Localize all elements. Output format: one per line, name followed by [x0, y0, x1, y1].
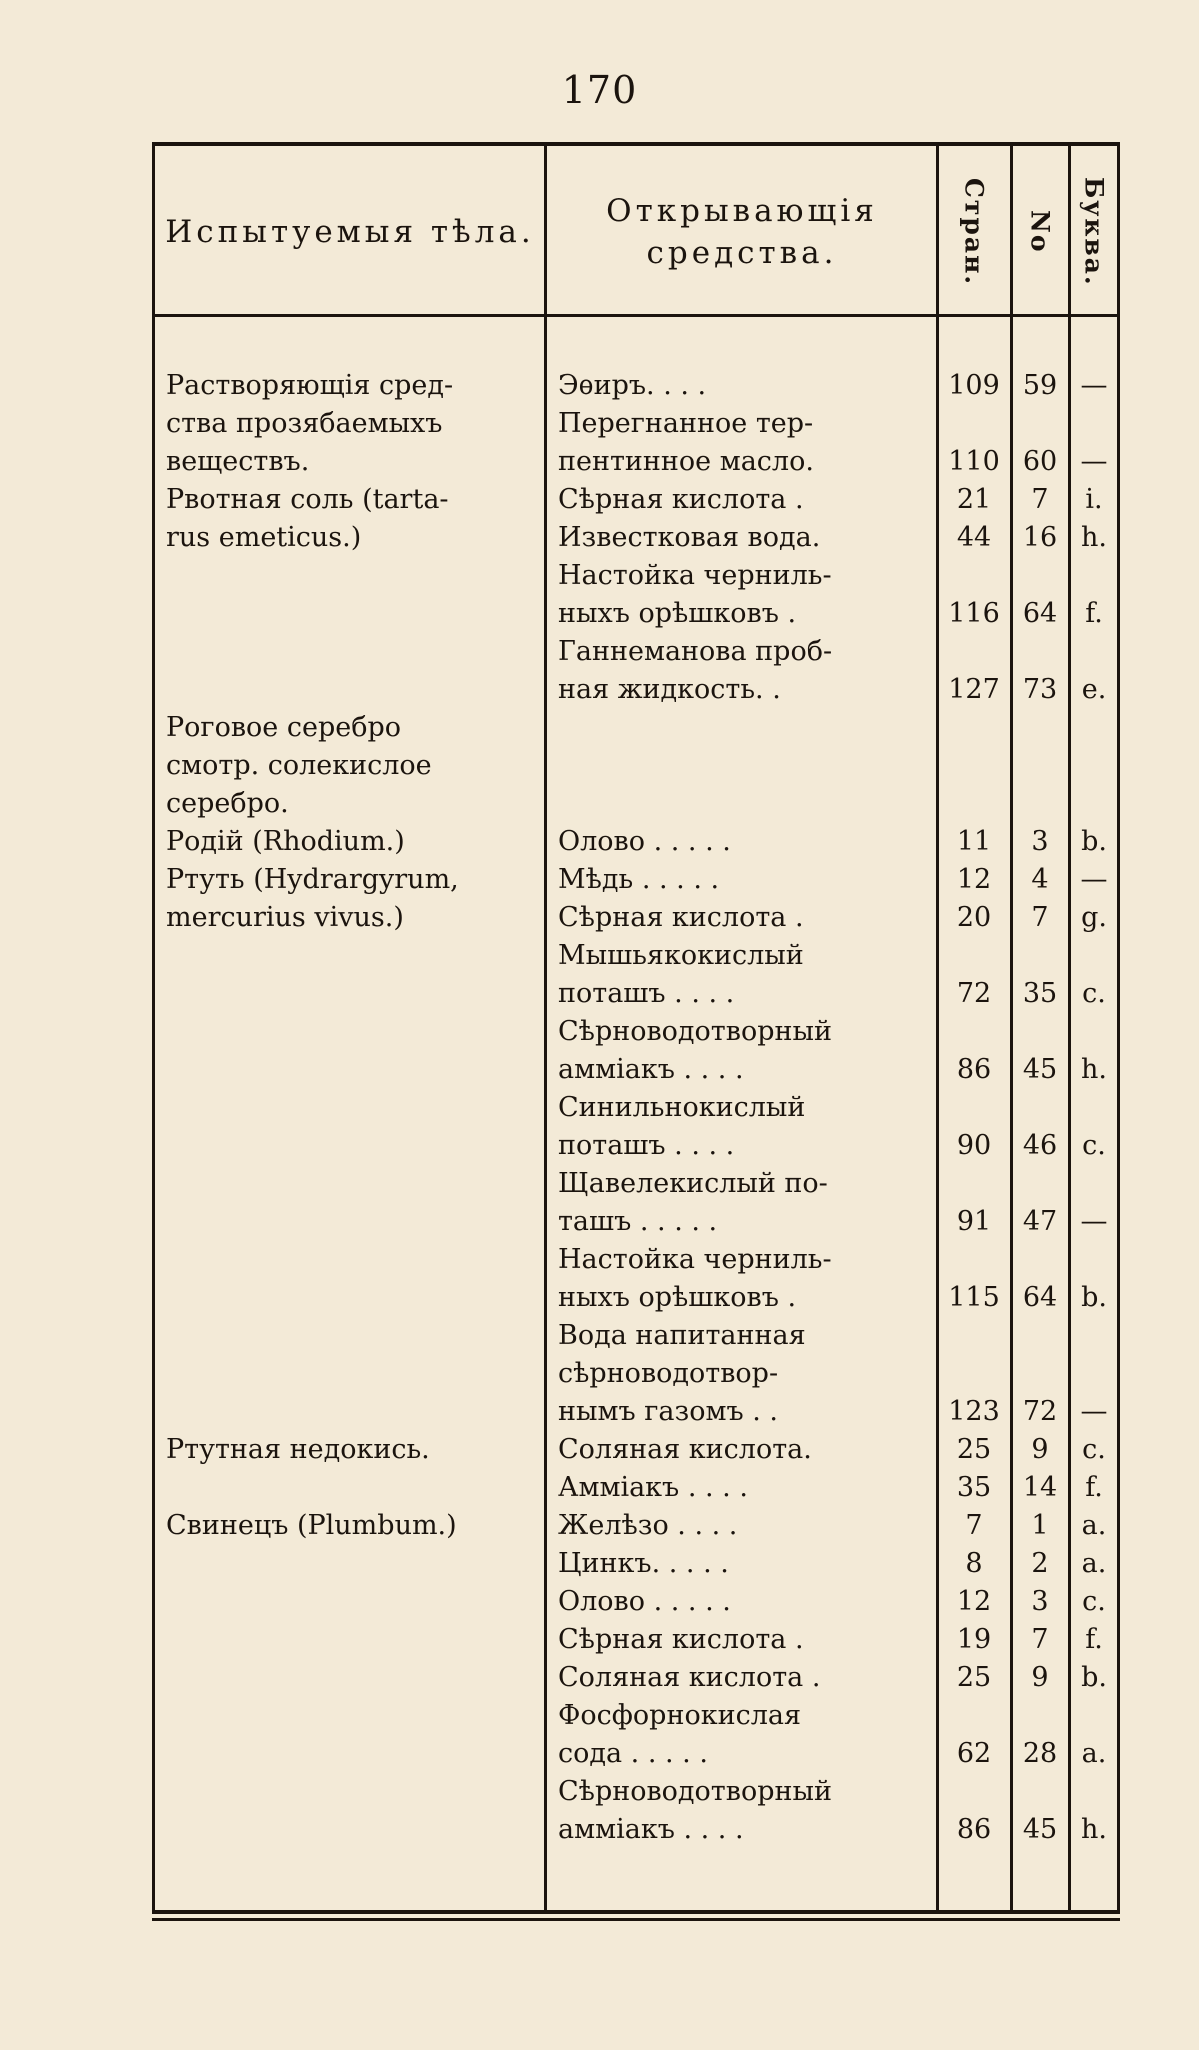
table-row [152, 671, 1120, 709]
tested-body-cell: Ртуть (Hydrargyrum, [166, 864, 459, 895]
header-number-label: No [1025, 210, 1055, 254]
table-row [152, 1203, 1120, 1241]
table-row [152, 1279, 1120, 1317]
letter-cell: i. [1085, 484, 1103, 515]
page-cell: 110 [948, 446, 1000, 477]
tested-body-cell: серебро. [166, 788, 289, 819]
number-cell: 14 [1022, 1472, 1058, 1503]
table-row [152, 861, 1120, 899]
table-row [152, 1659, 1120, 1697]
reagent-cell: аммiакъ . . . . [558, 1054, 744, 1085]
reagent-cell: сода . . . . . [558, 1738, 708, 1769]
table-row [152, 785, 1120, 823]
tested-body-cell: Ртутная недокись. [166, 1434, 430, 1465]
table-top-rule [152, 142, 1120, 146]
number-cell: 3 [1031, 826, 1049, 857]
header-number [1014, 150, 1066, 314]
table-row [152, 899, 1120, 937]
number-cell: 60 [1022, 446, 1058, 477]
number-cell: 72 [1022, 1396, 1058, 1427]
number-cell: 2 [1031, 1548, 1049, 1579]
letter-cell: g. [1081, 902, 1107, 933]
tested-body-cell: Роговое серебро [166, 712, 401, 743]
reagent-cell: Цинкъ. . . . . [558, 1548, 729, 1579]
table-row [152, 975, 1120, 1013]
table-row [152, 443, 1120, 481]
letter-cell: — [1080, 446, 1108, 477]
reagent-cell: ташъ . . . . . [558, 1206, 718, 1237]
table-row [152, 1127, 1120, 1165]
reagent-cell: сѣрноводотвор- [558, 1358, 779, 1389]
reagent-cell: Синильнокислый [558, 1092, 806, 1123]
number-cell: 9 [1031, 1662, 1049, 1693]
table-row [152, 1013, 1120, 1051]
letter-cell: a. [1081, 1510, 1107, 1541]
letter-cell: b. [1081, 826, 1107, 857]
table-body [152, 367, 1120, 1849]
letter-cell: f. [1085, 1472, 1103, 1503]
table-row [152, 1469, 1120, 1507]
reagent-cell: Настойка черниль- [558, 560, 832, 591]
page-cell: 44 [956, 522, 992, 553]
number-cell: 64 [1022, 1282, 1058, 1313]
table-row [152, 519, 1120, 557]
table-row [152, 557, 1120, 595]
header-rule [152, 314, 1120, 317]
header-reagents: Открывающія средства. [606, 193, 878, 271]
table-row [152, 1241, 1120, 1279]
table-row [152, 709, 1120, 747]
table-row [152, 1355, 1120, 1393]
table-row [152, 1583, 1120, 1621]
page-cell: 91 [956, 1206, 992, 1237]
reagent-cell: нымъ газомъ . . [558, 1396, 778, 1427]
number-cell: 28 [1022, 1738, 1058, 1769]
header-letter-label: Буква. [1079, 177, 1109, 287]
table-row [152, 1393, 1120, 1431]
reagent-cell: Соляная кислота . [558, 1662, 821, 1693]
table-row [152, 1773, 1120, 1811]
page-cell: 7 [965, 1510, 983, 1541]
reagent-cell: Желѣзо . . . . [558, 1510, 738, 1541]
tested-body-cell: mercurius vivus.) [166, 902, 404, 933]
letter-cell: h. [1081, 522, 1107, 553]
number-cell: 4 [1031, 864, 1049, 895]
reagent-cell: ныхъ орѣшковъ . [558, 598, 797, 629]
table-row [152, 1431, 1120, 1469]
number-cell: 16 [1022, 522, 1058, 553]
reagent-cell: Олово . . . . . [558, 1586, 731, 1617]
table-row [152, 1811, 1120, 1849]
page-cell: 72 [956, 978, 992, 1009]
table-row [152, 633, 1120, 671]
page-cell: 90 [956, 1130, 992, 1161]
number-cell: 3 [1031, 1586, 1049, 1617]
number-cell: 7 [1031, 484, 1049, 515]
reagent-cell: Сѣрная кислота . [558, 484, 804, 515]
reagent-cell: Сѣрноводотворный [558, 1016, 832, 1047]
number-cell: 1 [1031, 1510, 1049, 1541]
reagent-cell: Перегнанное тер- [558, 408, 814, 439]
number-cell: 46 [1022, 1130, 1058, 1161]
letter-cell: a. [1081, 1548, 1107, 1579]
page-cell: 20 [956, 902, 992, 933]
header-tested-bodies: Испытуемыя тѣла. [165, 214, 535, 250]
page-cell: 12 [956, 1586, 992, 1617]
page-cell: 8 [965, 1548, 983, 1579]
table-row [152, 823, 1120, 861]
letter-cell: e. [1081, 674, 1107, 705]
reagent-cell: поташъ . . . . [558, 1130, 735, 1161]
reagent-cell: Соляная кислота. [558, 1434, 812, 1465]
table-row [152, 367, 1120, 405]
page-cell: 109 [948, 370, 1000, 401]
letter-cell: — [1080, 864, 1108, 895]
tested-body-cell: rus emeticus.) [166, 522, 362, 553]
header-letter [1072, 150, 1116, 314]
letter-cell: h. [1081, 1814, 1107, 1845]
table-row [152, 595, 1120, 633]
table-bottom-rule [152, 1918, 1120, 1921]
reagent-cell: Фосфорнокислая [558, 1700, 801, 1731]
table-row [152, 1735, 1120, 1773]
reagent-cell: Олово . . . . . [558, 826, 731, 857]
table-row [152, 937, 1120, 975]
table-row [152, 1317, 1120, 1355]
header-page [940, 150, 1008, 314]
reagent-cell: Сѣрноводотворный [558, 1776, 832, 1807]
reagent-cell: поташъ . . . . [558, 978, 735, 1009]
table-row [152, 747, 1120, 785]
header-page-label: Стран. [959, 177, 989, 287]
reagent-cell: Эѳиръ. . . . [558, 370, 707, 401]
page-cell: 11 [956, 826, 992, 857]
reagent-cell: Настойка черниль- [558, 1244, 832, 1275]
page-number: 170 [561, 68, 638, 112]
page-cell: 25 [956, 1662, 992, 1693]
page-cell: 12 [956, 864, 992, 895]
tested-body-cell: Рвотная соль (tarta- [166, 484, 449, 515]
reagent-cell: Ганнеманова проб- [558, 636, 833, 667]
letter-cell: f. [1085, 598, 1103, 629]
tested-body-cell: Свинецъ (Plumbum.) [166, 1510, 457, 1541]
letter-cell: c. [1082, 978, 1106, 1009]
letter-cell: c. [1082, 1434, 1106, 1465]
number-cell: 45 [1022, 1054, 1058, 1085]
reagent-cell: ныхъ орѣшковъ . [558, 1282, 797, 1313]
table-row [152, 1089, 1120, 1127]
tested-body-cell: Растворяющія сред- [166, 370, 454, 401]
page-cell: 62 [956, 1738, 992, 1769]
tested-body-cell: Родій (Rhodium.) [166, 826, 405, 857]
number-cell: 7 [1031, 902, 1049, 933]
page-cell: 127 [948, 674, 1000, 705]
table-row [152, 1051, 1120, 1089]
page-cell: 86 [956, 1054, 992, 1085]
table-row [152, 1621, 1120, 1659]
table-bottom-rule [152, 1910, 1120, 1914]
letter-cell: — [1080, 1396, 1108, 1427]
letter-cell: b. [1081, 1282, 1107, 1313]
letter-cell: h. [1081, 1054, 1107, 1085]
reagent-cell: Сѣрная кислота . [558, 1624, 804, 1655]
tested-body-cell: ства прозябаемыхъ [166, 408, 443, 439]
page-cell: 115 [948, 1282, 1000, 1313]
reagent-cell: Амміакъ . . . . [558, 1472, 748, 1503]
reagent-cell: пентинное масло. [558, 446, 814, 477]
reagent-cell: аммiакъ . . . . [558, 1814, 744, 1845]
page-cell: 86 [956, 1814, 992, 1845]
table-row [152, 1697, 1120, 1735]
reagent-cell: Мѣдь . . . . . [558, 864, 720, 895]
letter-cell: — [1080, 1206, 1108, 1237]
number-cell: 73 [1022, 674, 1058, 705]
table-row [152, 1507, 1120, 1545]
letter-cell: c. [1082, 1586, 1106, 1617]
table-row [152, 405, 1120, 443]
letter-cell: b. [1081, 1662, 1107, 1693]
number-cell: 64 [1022, 598, 1058, 629]
page-cell: 116 [948, 598, 1000, 629]
letter-cell: c. [1082, 1130, 1106, 1161]
reagent-cell: Известковая вода. [558, 522, 821, 553]
tested-body-cell: смотр. солекислое [166, 750, 432, 781]
letter-cell: — [1080, 370, 1108, 401]
page-cell: 123 [948, 1396, 1000, 1427]
number-cell: 35 [1022, 978, 1058, 1009]
table-row [152, 1545, 1120, 1583]
table-row [152, 481, 1120, 519]
reagent-cell: ная жидкость. . [558, 674, 781, 705]
number-cell: 45 [1022, 1814, 1058, 1845]
page-cell: 21 [956, 484, 992, 515]
reagent-table [152, 142, 1120, 1924]
table-row [152, 1165, 1120, 1203]
page-cell: 25 [956, 1434, 992, 1465]
reagent-cell: Вода напитанная [558, 1320, 806, 1351]
reagent-cell: Сѣрная кислота . [558, 902, 804, 933]
page-cell: 19 [956, 1624, 992, 1655]
tested-body-cell: веществъ. [166, 446, 310, 477]
page-cell: 35 [956, 1472, 992, 1503]
letter-cell: a. [1081, 1738, 1107, 1769]
number-cell: 47 [1022, 1206, 1058, 1237]
reagent-cell: Мышьякокислый [558, 940, 804, 971]
letter-cell: f. [1085, 1624, 1103, 1655]
number-cell: 7 [1031, 1624, 1049, 1655]
number-cell: 59 [1022, 370, 1058, 401]
number-cell: 9 [1031, 1434, 1049, 1465]
reagent-cell: Щавелекислый по- [558, 1168, 828, 1199]
